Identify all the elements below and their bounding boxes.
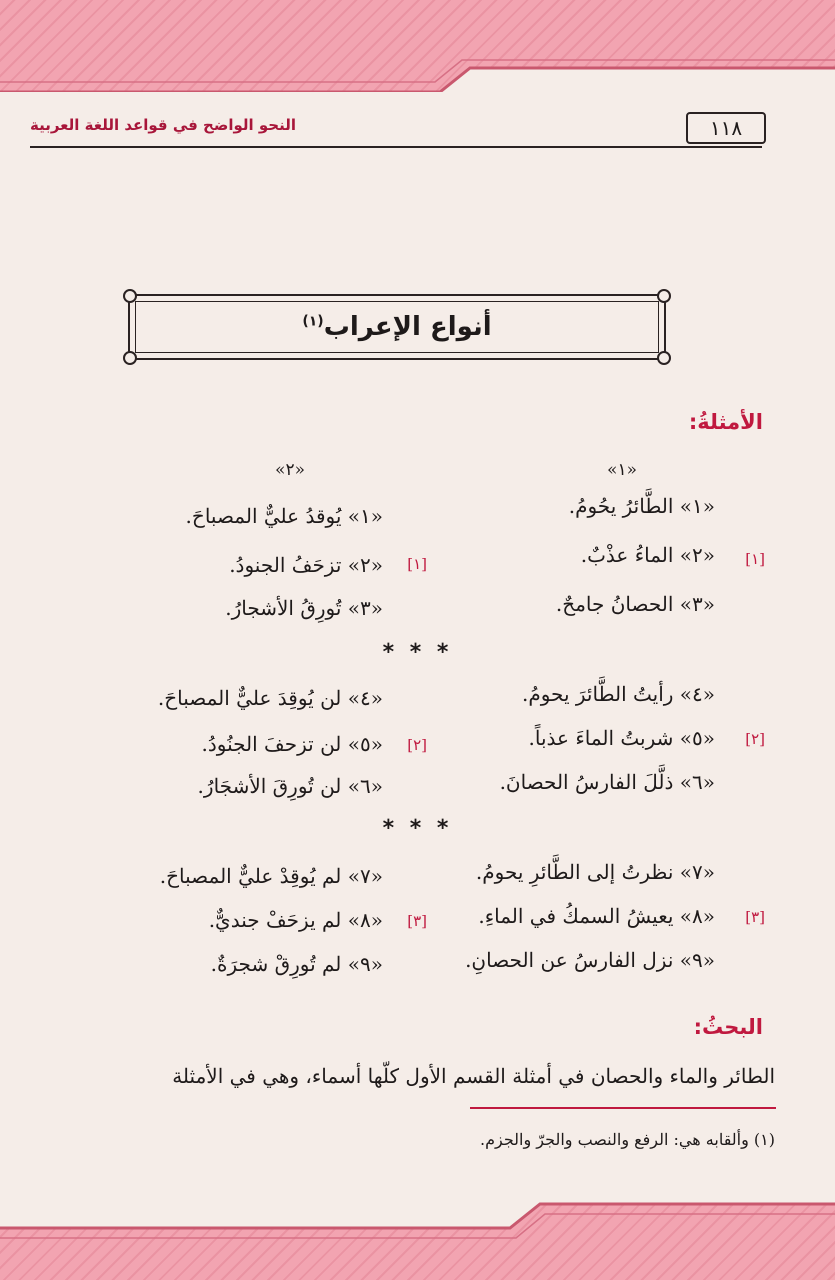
example-line: «٦» ذلَّلَ الفارسُ الحصانَ. bbox=[499, 770, 715, 794]
lesson-title-text: أنواع الإعراب bbox=[323, 312, 492, 342]
examples-heading: الأمثلةُ: bbox=[688, 410, 763, 434]
group-label-right: [٢] bbox=[745, 730, 765, 748]
frame-corner-ornament bbox=[123, 289, 137, 303]
example-line: «٩» لم تُورِقْ شجرَةٌ. bbox=[210, 952, 383, 976]
column-header-left: «٢» bbox=[275, 460, 305, 480]
example-line: «٦» لن تُورِقَ الأشجَارُ. bbox=[197, 774, 383, 798]
footnote: (١) وألقابه هي: الرفع والنصب والجرّ والجزم. bbox=[480, 1130, 775, 1149]
example-line: «٣» تُورِقُ الأشجارُ. bbox=[225, 596, 383, 620]
lesson-title-frame bbox=[128, 294, 666, 360]
example-line: «٤» لن يُوقِدَ عليٌّ المصباحَ. bbox=[157, 686, 383, 710]
example-line: «٣» الحصانُ جامحٌ. bbox=[555, 592, 715, 616]
group-label-right: [١] bbox=[745, 550, 765, 568]
example-line: «٢» الماءُ عذْبٌ. bbox=[580, 543, 715, 567]
example-line: «٥» لن تزحفَ الجنُودُ. bbox=[201, 732, 383, 756]
section-separator-stars: * * * bbox=[382, 816, 453, 841]
group-label-right: [٣] bbox=[745, 908, 765, 926]
example-line: «٩» نزل الفارسُ عن الحصانِ. bbox=[465, 948, 715, 972]
example-line: «٤» رأيتُ الطَّائرَ يحومُ. bbox=[521, 682, 715, 706]
example-line: «٧» لم يُوقِدْ عليٌّ المصباحَ. bbox=[159, 864, 383, 888]
discussion-paragraph: الطائر والماء والحصان في أمثلة القسم الأول كلّها أسماء، وهي في الأمثلة bbox=[172, 1064, 775, 1088]
example-line: «٢» تزحَفُ الجنودُ. bbox=[229, 553, 383, 577]
page-number: ١١٨ bbox=[686, 112, 766, 144]
lesson-title-footnote-ref: (١) bbox=[302, 313, 324, 330]
example-line: «٨» لم يزحَفْ جنديٌّ. bbox=[208, 908, 383, 932]
bottom-page-edge bbox=[0, 1190, 835, 1280]
example-line: «٥» شربتُ الماءَ عذباً. bbox=[528, 726, 715, 750]
lesson-title bbox=[302, 312, 491, 342]
group-label-left: [٣] bbox=[407, 912, 427, 930]
frame-corner-ornament bbox=[123, 351, 137, 365]
discussion-heading: البحثُ: bbox=[693, 1015, 763, 1039]
column-header-right: «١» bbox=[607, 460, 637, 480]
section-separator-stars: * * * bbox=[382, 640, 453, 665]
group-label-left: [٢] bbox=[407, 736, 427, 754]
frame-corner-ornament bbox=[657, 351, 671, 365]
example-line: «٧» نظرتُ إلى الطَّائرِ يحومُ. bbox=[475, 860, 715, 884]
example-line: «١» الطَّائرُ يحُومُ. bbox=[568, 494, 715, 518]
running-head-book-title: النحو الواضح في قواعد اللغة العربية bbox=[30, 116, 297, 134]
header-rule bbox=[30, 146, 762, 148]
example-line: «١» يُوقدُ عليٌّ المصباحَ. bbox=[185, 504, 383, 528]
footnote-rule bbox=[470, 1107, 776, 1109]
group-label-left: [١] bbox=[407, 555, 427, 573]
frame-corner-ornament bbox=[657, 289, 671, 303]
example-line: «٨» يعيشُ السمكُ في الماءِ. bbox=[478, 904, 715, 928]
